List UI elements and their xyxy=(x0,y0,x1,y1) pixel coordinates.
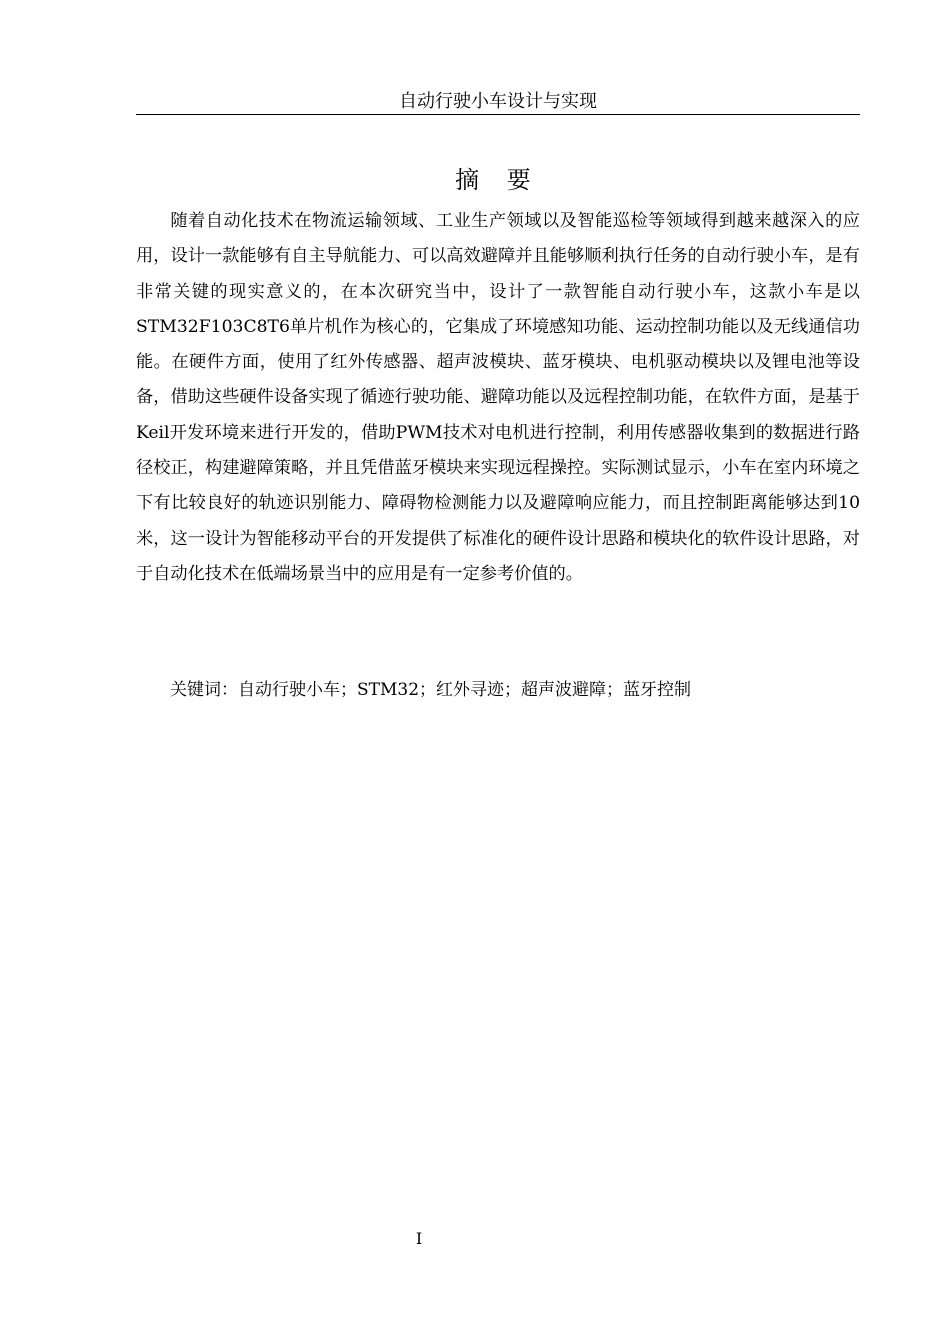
page-number: I xyxy=(415,1229,423,1248)
running-header-title: 自动行驶小车设计与实现 xyxy=(399,91,597,112)
keywords-items: 自动行驶小车；STM32；红外寻迹；超声波避障；蓝牙控制 xyxy=(238,680,692,700)
header-rule xyxy=(136,114,860,115)
keywords-label: 关键词： xyxy=(170,680,238,700)
keywords-line xyxy=(136,674,860,706)
abstract-body: 随着自动化技术在物流运输领域、工业生产领域以及智能巡检等领域得到越来越深入的应用，设计一款能够有自主导航能力、可以高效避障并且能够顺利执行任务的自动行驶小车，是有非常关键的现实意义的，在本次研究当中，设计了一款智能自动行驶小车，这款小车是以STM32F103C8T6单片机作为核心的，它集成了环境感知功能、运动控制功能以及无线通信功能。在硬件方面，使用了红外传感器、超声波模块、蓝牙模块、电机驱动模块以及锂电池等设备，借助这些硬件设备实现了循迹行驶功能、避障功能以及远程控制功能，在软件方面，是基于Keil开发环境来进行开发的，借助PWM技术对电机进行控制，利用传感器收集到的数据进行路径校正，构建避障策略，并且凭借蓝牙模块来实现远程操控。实际测试显示，小车在室内环境之下有比较良好的轨迹识别能力、障碍物检测能力以及避障响应能力，而且控制距离能够达到10米，这一设计为智能移动平台的开发提供了标准化的硬件设计思路和模块化的软件设计思路，对于自动化技术在低端场景当中的应用是有一定参考价值的。 xyxy=(136,211,860,584)
abstract-title: 摘 要 xyxy=(455,166,541,195)
